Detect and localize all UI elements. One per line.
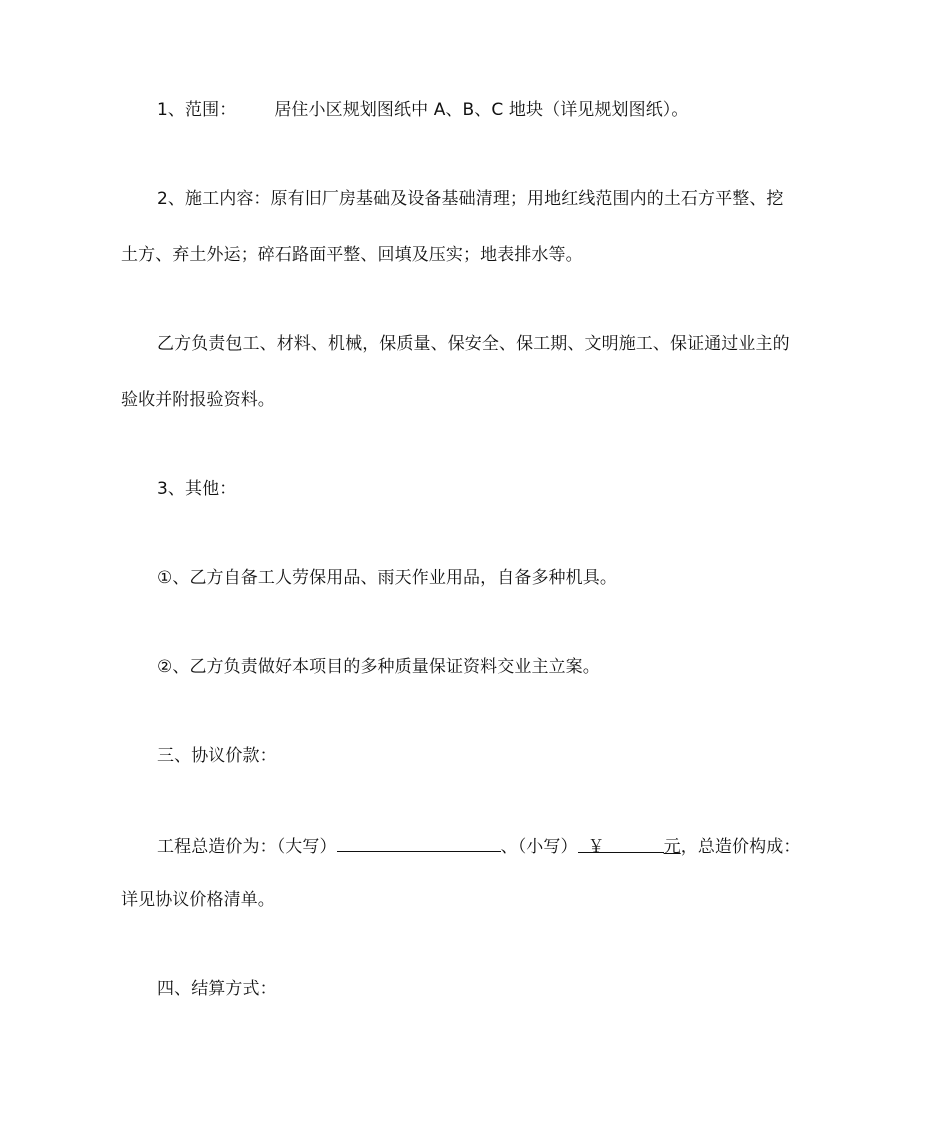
agreement-price-title: 三、协议价款：: [157, 746, 277, 766]
work-content-line-2: 土方、弃土外运；碎石路面平整、回填及压实；地表排水等。: [121, 245, 583, 265]
scope-content: 居住小区规划图纸中 A、B、C 地块（详见规划图纸）。: [274, 100, 689, 120]
total-price-prefix: 工程总造价为：（大写）: [157, 837, 337, 857]
other-title: 3、其他：: [157, 479, 237, 499]
other-item-1: ①、乙方自备工人劳保用品、雨天作业用品，自备多种机具。: [157, 568, 617, 588]
price-words-blank: [337, 834, 501, 852]
scope-line: [121, 99, 869, 121]
price-list-reference: 详见协议价格清单。: [121, 890, 275, 910]
other-item-2: ②、乙方负责做好本项目的多种质量保证资料交业主立案。: [157, 657, 600, 677]
price-number-blank: [578, 836, 664, 857]
currency-symbol: ￥: [587, 837, 605, 857]
responsibility-line-2: 验收并附报验资料。: [121, 390, 275, 410]
currency-unit: 元: [663, 837, 681, 857]
total-price-line: [121, 834, 869, 858]
price-separator: 、（小写）: [500, 837, 578, 857]
total-price-suffix: ，总造价构成：: [680, 837, 801, 857]
work-content-line-1: 2、施工内容：原有旧厂房基础及设备基础清理；用地红线范围内的土石方平整、挖: [157, 189, 784, 209]
settlement-method-title: 四、结算方式：: [157, 979, 277, 999]
scope-label: 1、范围：: [157, 100, 237, 120]
responsibility-line-1: 乙方负责包工、材料、机械，保质量、保安全、保工期、文明施工、保证通过业主的: [157, 334, 790, 354]
